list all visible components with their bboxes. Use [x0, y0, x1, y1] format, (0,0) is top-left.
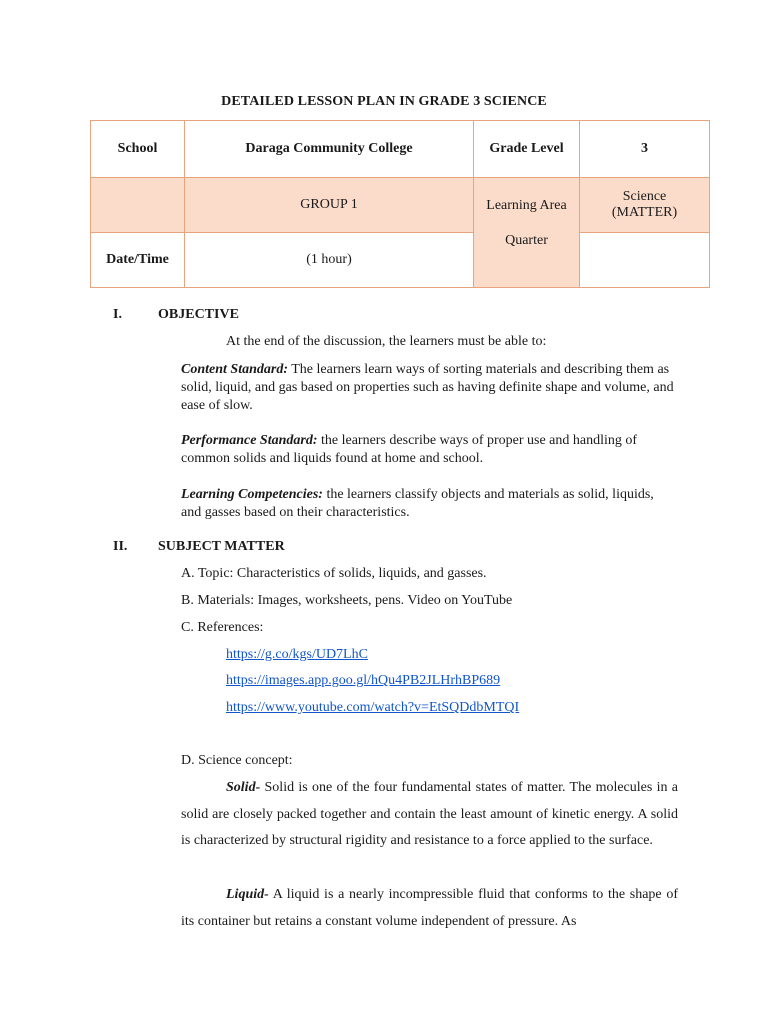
learning-area-cell [474, 178, 580, 288]
grade-level-label: Grade Level [474, 121, 580, 178]
subject-matter-numeral: II. [113, 539, 128, 554]
matter-value: (MATTER) [611, 205, 678, 220]
solid-text: Solid is one of the four fundamental states of matter. The molecules in a solid are closely packed together and contain the least amount of kinetic energy. A solid is characterized by structural rigidity and resistance to a force applied to the surface. [181, 780, 678, 849]
objective-heading: OBJECTIVE [158, 307, 239, 322]
objective-numeral: I. [113, 307, 122, 322]
liquid-paragraph [181, 882, 678, 935]
performance-standard-label: Performance Standard: [181, 433, 318, 448]
quarter-label: Quarter [505, 233, 548, 248]
reference-link-google[interactable]: https://g.co/kgs/UD7LhC [226, 647, 368, 662]
learning-competencies-label: Learning Competencies: [181, 487, 323, 502]
liquid-text: A liquid is a nearly incompressible fluid that conforms to the shape of its container but retains a constant volume independent of pressure. As [181, 887, 678, 929]
science-concept-label: D. Science concept: [181, 753, 293, 768]
info-table [90, 120, 710, 288]
group-cell: GROUP 1 [185, 178, 474, 233]
topic-line: A. Topic: Characteristics of solids, liquids, and gasses. [181, 566, 487, 581]
performance-standard [181, 432, 675, 468]
references-label: C. References: [181, 620, 264, 635]
empty-cell [91, 178, 185, 233]
grade-level-value: 3 [580, 121, 710, 178]
science-value: Science [622, 189, 667, 204]
materials-line: B. Materials: Images, worksheets, pens. Video on YouTube [181, 593, 513, 608]
document-title: DETAILED LESSON PLAN IN GRADE 3 SCIENCE [221, 94, 547, 109]
content-standard-text: The learners learn ways of sorting materials and describing them as solid, liquid, and gas based on properties such as having definite shape and volume, and ease of slow. [181, 362, 674, 413]
school-label: School [91, 121, 185, 178]
school-value: Daraga Community College [185, 121, 474, 178]
learning-competencies [181, 486, 675, 522]
date-time-label: Date/Time [91, 233, 185, 288]
performance-standard-text: the learners describe ways of proper use and handling of common solids and liquids found at home and school. [181, 433, 638, 466]
science-cell [580, 178, 710, 233]
content-standard-label: Content Standard: [181, 362, 288, 377]
reference-link-youtube[interactable]: https://www.youtube.com/watch?v=EtSQDdbMTQI [226, 700, 520, 715]
subject-matter-heading: SUBJECT MATTER [158, 539, 285, 554]
solid-label: Solid- [226, 780, 261, 795]
learning-competencies-text: the learners classify objects and materials as solid, liquids, and gasses based on their characteristics. [181, 487, 654, 520]
date-time-value: (1 hour) [185, 233, 474, 288]
quarter-value-cell [580, 233, 710, 288]
learning-area-label: Learning Area [486, 198, 567, 213]
liquid-label: Liquid- [226, 887, 269, 902]
content-standard [181, 361, 675, 415]
solid-paragraph [181, 775, 678, 855]
reference-link-images[interactable]: https://images.app.goo.gl/hQu4PB2JLHrhBP689 [226, 673, 501, 688]
objective-intro: At the end of the discussion, the learners must be able to: [226, 334, 547, 349]
